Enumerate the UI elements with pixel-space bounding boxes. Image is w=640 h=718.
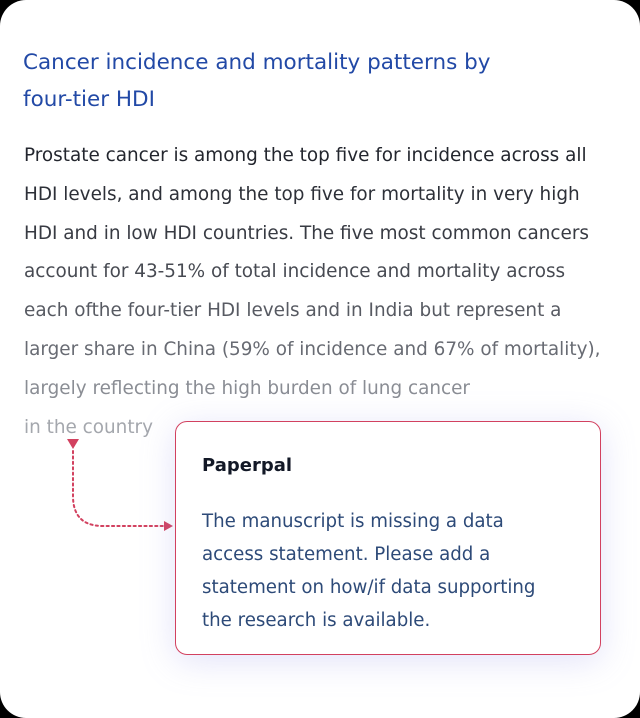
popup-message-line-1: The manuscript is missing a data	[202, 511, 504, 532]
paragraph-line-4: account for 43-51% of total incidence and mortality across	[24, 261, 566, 283]
popup-title: Paperpal	[202, 455, 293, 476]
popup-message	[202, 505, 582, 637]
connector-end-arrowhead	[164, 521, 173, 531]
paragraph-line-7: largely reflecting the high burden of lung cancer	[24, 377, 470, 399]
connector-dotted-line	[73, 451, 164, 526]
heading-line-1: Cancer incidence and mortality patterns by	[23, 50, 491, 75]
paragraph-line-6: larger share in China (59% of incidence and 67% of mortality),	[24, 338, 601, 360]
suggestion-connector-arrow	[60, 436, 180, 536]
paragraph-line-1: Prostate cancer is among the top five for incidence across all	[24, 145, 587, 166]
paragraph[interactable]	[24, 137, 624, 447]
paragraph-line-2: HDI levels, and among the top five for mortality in very high	[24, 183, 580, 205]
paragraph-line-5: each ofthe four-tier HDI levels and in India but represent a	[24, 300, 562, 322]
paperpal-suggestion-popup[interactable]	[175, 421, 601, 655]
popup-message-line-3: statement on how/if data supporting	[202, 577, 536, 598]
paragraph-line-3: HDI and in low HDI countries. The five most common cancers	[24, 222, 590, 244]
popup-message-line-2: access statement. Please add a	[202, 544, 491, 565]
paragraph-line-8-highlighted[interactable]: in the country	[24, 416, 153, 438]
popup-message-line-4: the research is available.	[202, 610, 431, 631]
section-heading	[23, 44, 583, 118]
connector-start-triangle	[67, 439, 79, 449]
heading-line-2: four-tier HDI	[23, 87, 155, 112]
